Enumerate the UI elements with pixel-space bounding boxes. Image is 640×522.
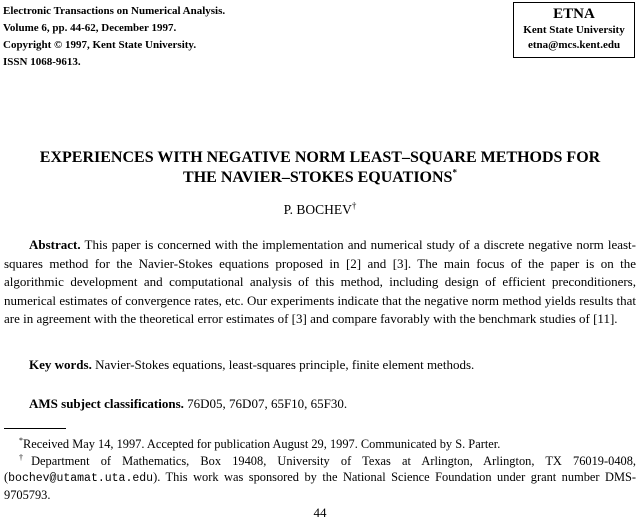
key-words [29, 356, 474, 374]
author-footnote-marker[interactable]: † [351, 200, 357, 211]
footnote-text: Received May 14, 1997. Accepted for publication August 29, 1997. Communicated by S. Parter. [23, 437, 501, 451]
ams-text: 76D05, 76D07, 65F10, 65F30. [187, 396, 348, 411]
etna-box [513, 2, 635, 58]
title-line-2-text: THE NAVIER–STOKES EQUATIONS [183, 169, 453, 186]
paper-title [0, 148, 640, 188]
footnotes [4, 436, 636, 504]
volume-info: Volume 6, pp. 44-62, December 1997. [3, 22, 177, 34]
footnote-received [4, 436, 636, 452]
etna-university: Kent State University [523, 24, 625, 36]
abstract-text: This paper is concerned with the implementation and numerical study of a discrete negative norm least-squares method for the Navier-Stokes equations proposed in [2] and [3]. The main focus of the paper is on the algorithmic development and computational analysis of this method, including design of efficient preconditioners, numerical estimates of convergence rates, etc. Our experiments indicate that the negative norm method yields results that are in agreement with the theoretical error estimates of [3] and compare favorably with the benchmark studies of [11]. [4, 237, 636, 326]
title-line-1: EXPERIENCES WITH NEGATIVE NORM LEAST–SQUARE METHODS FOR [39, 149, 601, 166]
copyright-notice: Copyright © 1997, Kent State University. [3, 39, 197, 51]
author-name: P. BOCHEV [283, 202, 352, 217]
journal-header [3, 3, 225, 71]
ams-classifications [29, 395, 347, 413]
footnote-affiliation [4, 453, 636, 503]
title-line-2 [0, 168, 640, 188]
etna-email[interactable]: etna@mcs.kent.edu [527, 39, 621, 51]
etna-title: ETNA [553, 6, 595, 22]
page-number: 44 [313, 505, 327, 520]
key-words-label: Key words. [29, 357, 92, 372]
journal-name: Electronic Transactions on Numerical Analysis. [3, 5, 226, 17]
key-words-text: Navier-Stokes equations, least-squares principle, finite element methods. [95, 357, 475, 372]
author-email[interactable]: bochev@utamat.uta.edu [8, 472, 154, 485]
ams-label: AMS subject classifications. [29, 396, 184, 411]
footnote-marker: † [19, 452, 32, 462]
footnote-text: ). This work was sponsored by the National Science Foundation under grant number DMS-9705793. [4, 470, 636, 502]
footnote-rule [4, 428, 66, 429]
abstract-label: Abstract. [29, 237, 81, 252]
title-footnote-marker[interactable]: * [452, 167, 457, 178]
issn: ISSN 1068-9613. [3, 56, 81, 68]
footnote-text: Department of Mathematics, Box 19408, University of Texas at Arlington, Arlington, TX 76019-0408, ( [4, 454, 637, 484]
footnote-marker: * [19, 435, 23, 445]
abstract [4, 236, 636, 329]
author [0, 202, 640, 218]
